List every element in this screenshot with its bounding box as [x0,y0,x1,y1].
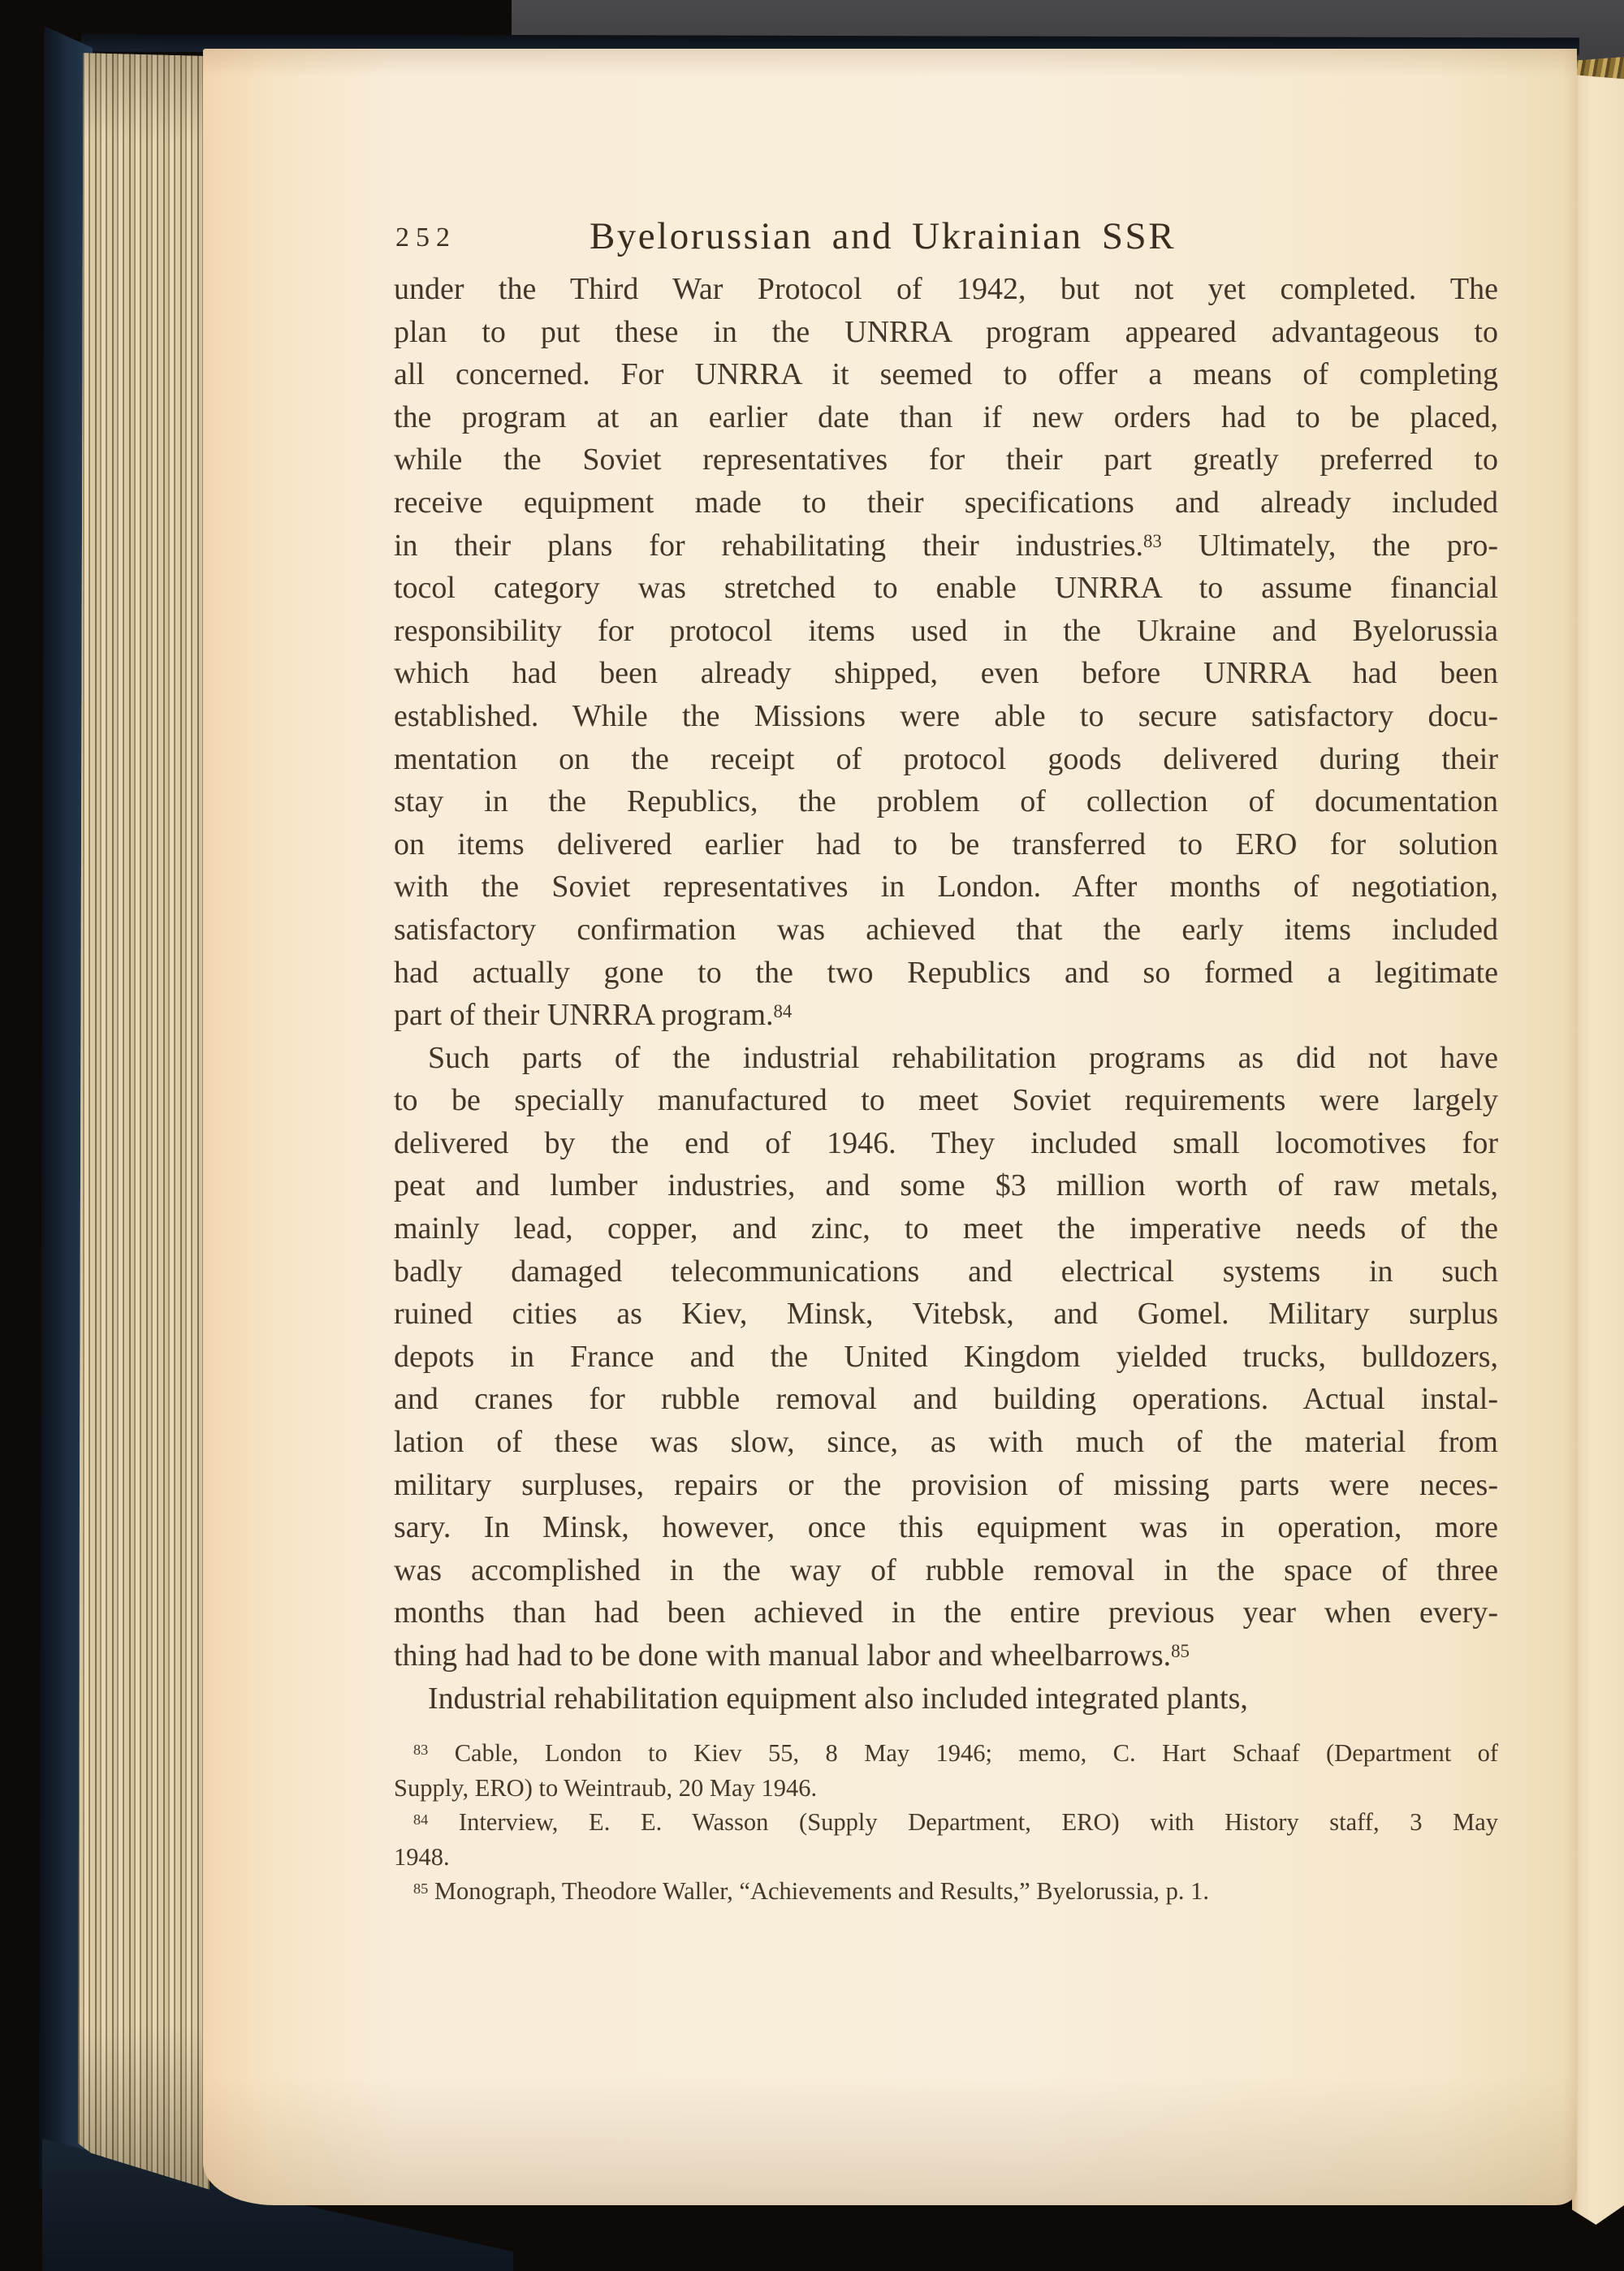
running-header [394,214,1498,263]
body-line: lation of these was slow, since, as with much of the material from [394,1425,1498,1460]
body-text [394,268,1498,1720]
running-head-title: Byelorussian and Ukrainian SSR [589,215,1177,257]
body-line: and cranes for rubble removal and building operations. Actual instal- [394,1382,1498,1417]
body-line: under the Third War Protocol of 1942, but not yet completed. The [394,272,1498,306]
body-line: Such parts of the industrial rehabilitation programs as did not have [428,1040,1498,1075]
footnote-line: $^{84}$ Interview, E. E. Wasson (Supply Department, ERO) with History staff, 3 May [413,1808,1498,1837]
footnote-line: Supply, ERO) to Weintraub, 20 May 1946. [394,1773,818,1802]
body-line: was accomplished in the way of rubble removal in the space of three [394,1552,1498,1587]
body-line: plan to put these in the UNRRA program appeared advantageous to [394,314,1498,349]
body-line: responsibility for protocol items used in the Ukraine and Byelorussia [394,613,1498,648]
body-line: part of their UNRRA program.$^{84}$ [394,998,793,1033]
body-line: while the Soviet representatives for their part greatly preferred to [394,443,1498,477]
body-line: badly damaged telecommunications and electrical systems in such [394,1254,1498,1289]
body-line: the program at an earlier date than if new orders had to be placed, [394,399,1498,434]
body-line: established. While the Missions were able to secure satisfactory docu- [394,698,1498,733]
page-edges-stack [78,45,209,2197]
body-line: mentation on the receipt of protocol goods delivered during their [394,741,1498,776]
body-line: months than had been achieved in the entire previous year when every- [394,1595,1498,1630]
body-line: depots in France and the United Kingdom yielded trucks, bulldozers, [394,1339,1498,1374]
next-page-edge [1572,75,1624,2225]
body-line: Industrial rehabilitation equipment also included integrated plants, [428,1681,1248,1716]
open-book-page [203,49,1577,2205]
footnote-line: 1948. [394,1842,450,1871]
body-line: receive equipment made to their specifications and already included [394,485,1498,520]
footnote-line: $^{85}$ Monograph, Theodore Waller, “Achievements and Results,” Byelorussia, p. 1. [413,1877,1209,1906]
body-line: which had been already shipped, even before UNRRA had been [394,656,1498,691]
footnote-line: $^{83}$ Cable, London to Kiev 55, 8 May 1946; memo, C. Hart Schaaf (Department of [413,1739,1498,1767]
footnotes [394,1736,1498,1909]
body-line: ruined cities as Kiev, Minsk, Vitebsk, and Gomel. Military surplus [394,1297,1498,1332]
body-line: satisfactory confirmation was achieved that the early items included [394,912,1498,947]
body-line: delivered by the end of 1946. They included small locomotives for [394,1125,1498,1160]
body-line: peat and lumber industries, and some $3 million worth of raw metals, [394,1168,1498,1203]
body-line: with the Soviet representatives in London. After months of negotiation, [394,870,1498,905]
body-line: in their plans for rehabilitating their industries.$^{83}$ Ultimately, the pro- [394,528,1498,563]
body-line: all concerned. For UNRRA it seemed to offer a means of completing [394,357,1498,392]
body-line: on items delivered earlier had to be transferred to ERO for solution [394,827,1498,861]
body-line: to be specially manufactured to meet Soviet requirements were largely [394,1083,1498,1118]
body-line: stay in the Republics, the problem of collection of documentation [394,784,1498,819]
body-line: had actually gone to the two Republics and so formed a legitimate [394,955,1498,990]
body-line: mainly lead, copper, and zinc, to meet the imperative needs of the [394,1211,1498,1246]
body-line: sary. In Minsk, however, once this equipment was in operation, more [394,1510,1498,1545]
page-number: 252 [395,222,456,253]
body-line: tocol category was stretched to enable UNRRA to assume financial [394,571,1498,606]
body-line: thing had had to be done with manual labor and wheelbarrows.$^{85}$ [394,1638,1190,1673]
body-line: military surpluses, repairs or the provision of missing parts were neces- [394,1467,1498,1502]
